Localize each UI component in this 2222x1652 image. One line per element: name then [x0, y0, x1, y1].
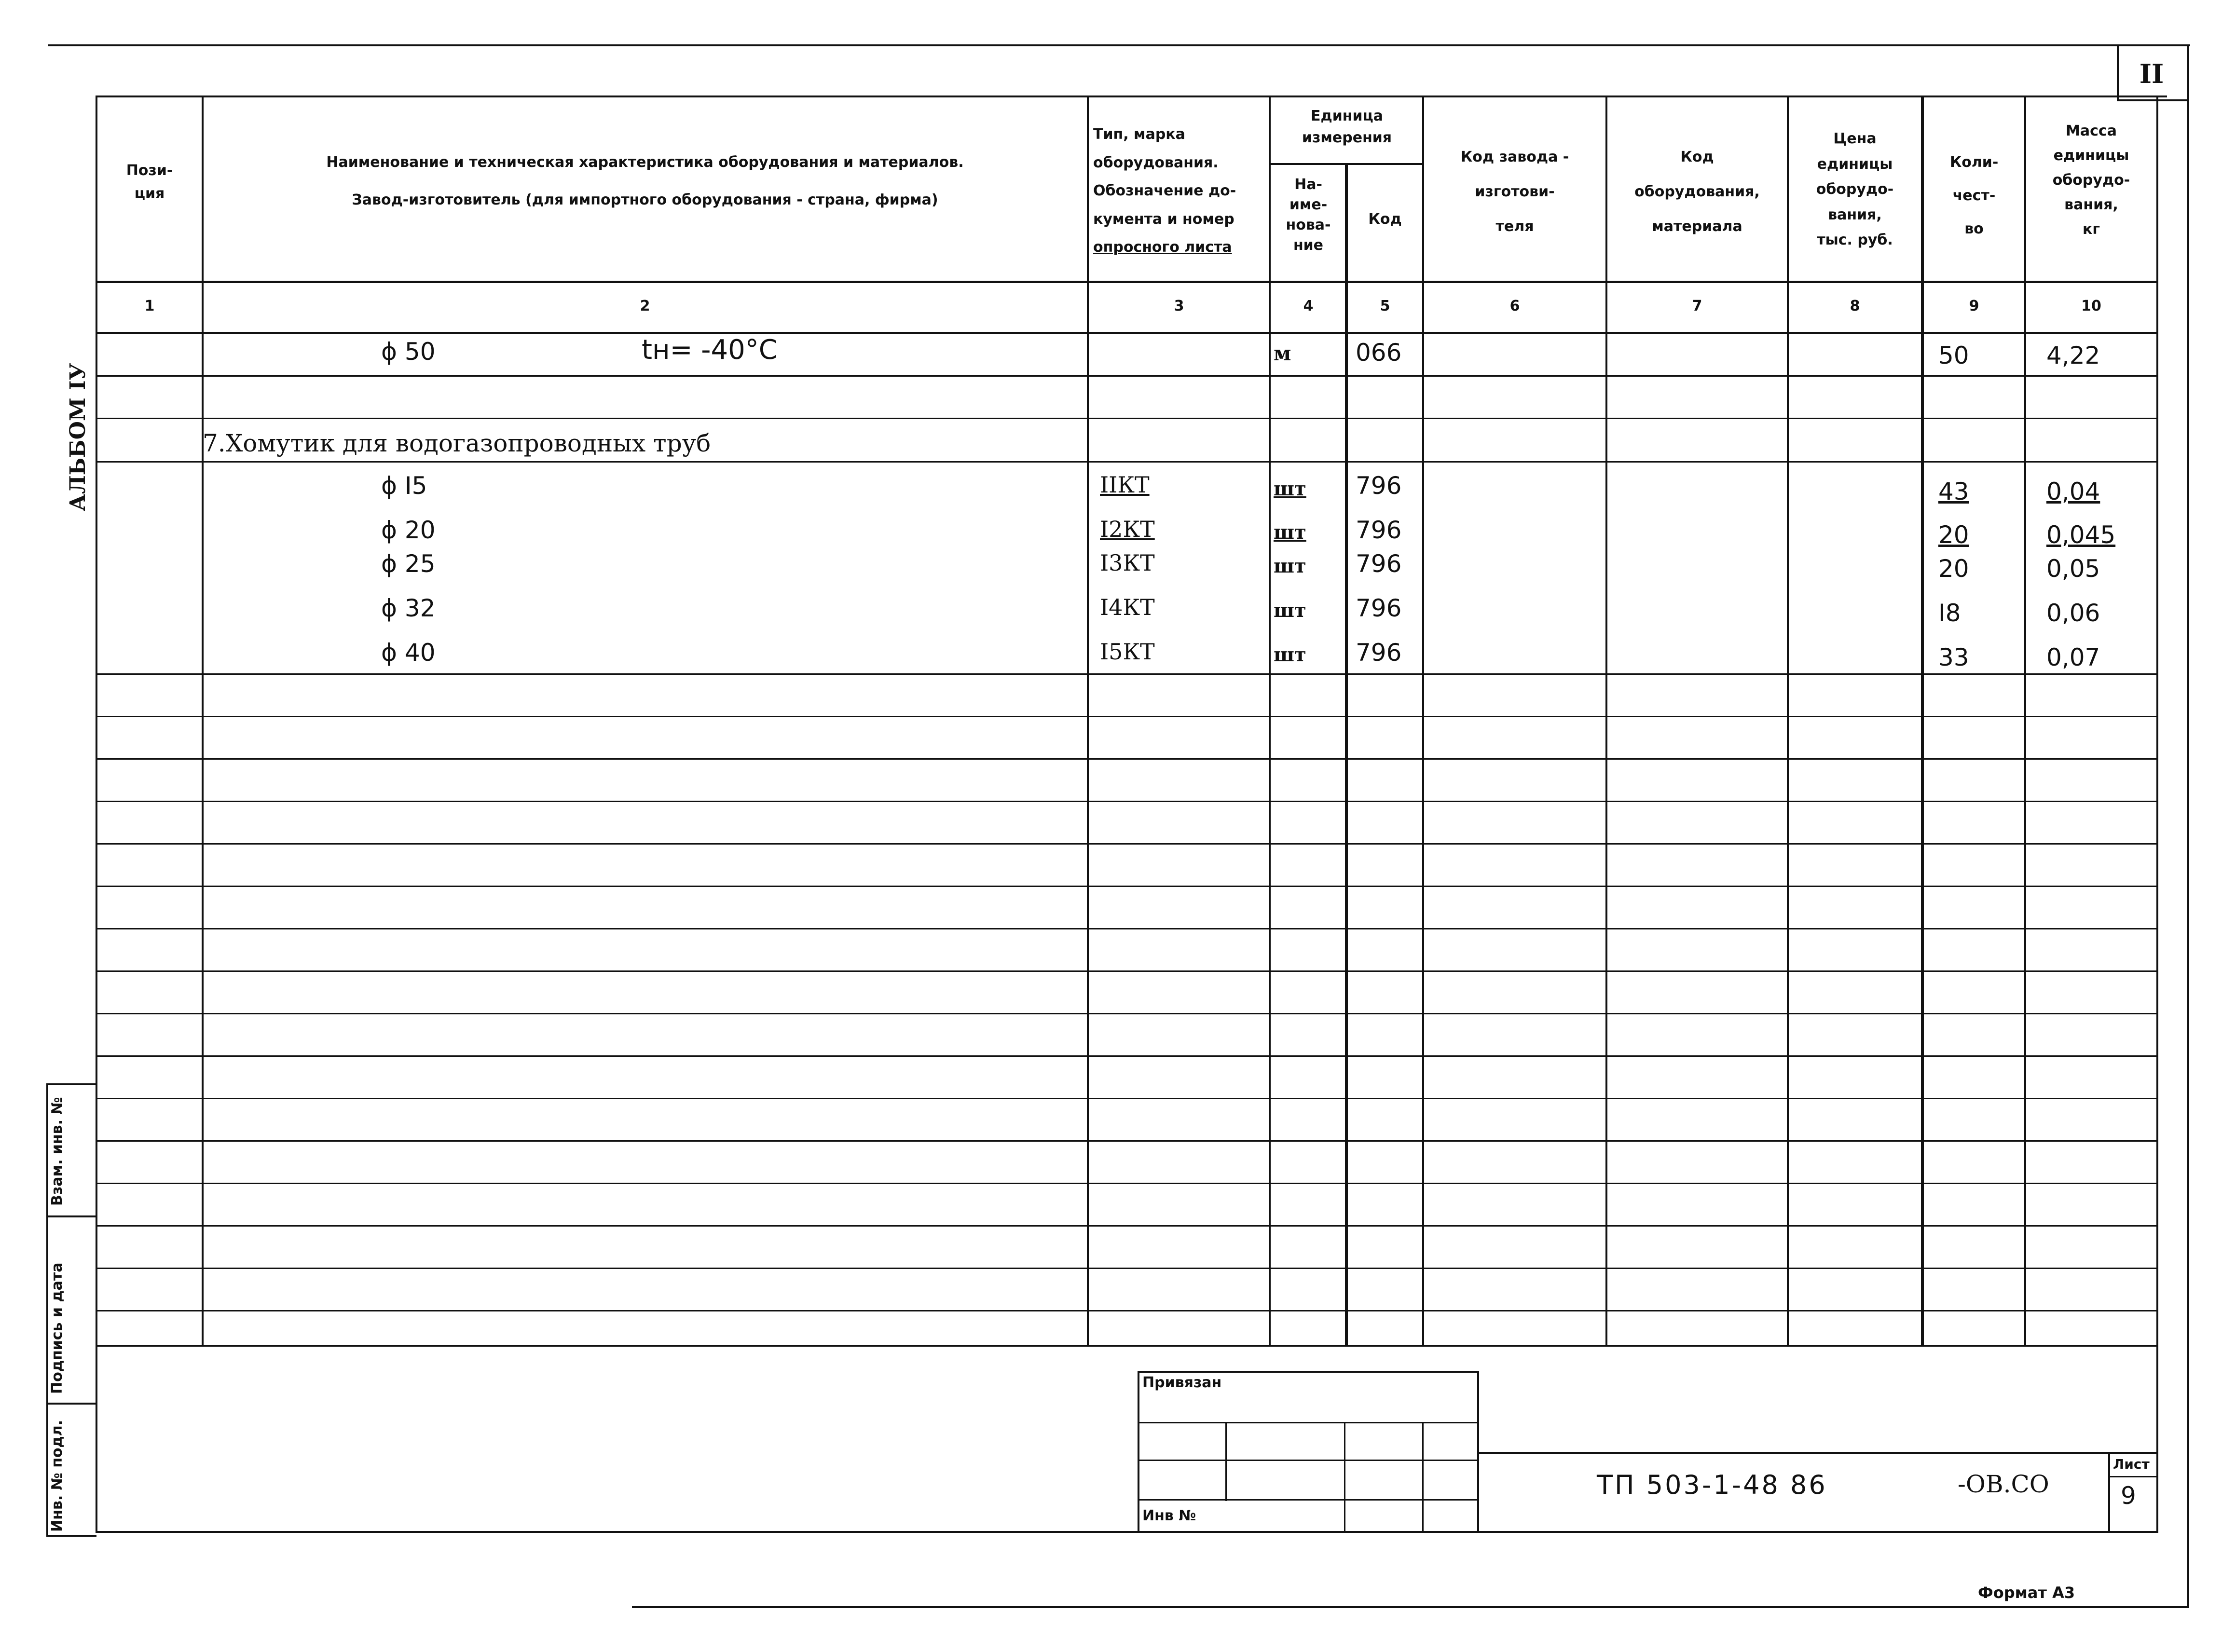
col-number-7: 7 — [1692, 298, 1702, 314]
unit-group-split — [1269, 163, 1423, 165]
side-stamp-outer-line — [46, 1083, 48, 1537]
header-col9-line: Коли- — [1949, 154, 1999, 171]
header-col8-line: тыс. руб. — [1817, 232, 1893, 248]
header-col10-line: кг — [2082, 221, 2100, 238]
col-line-9 — [2024, 96, 2026, 1346]
row-line — [96, 801, 2158, 802]
row-line — [96, 418, 2158, 419]
table-right-line — [2156, 96, 2158, 1533]
col-line-1 — [202, 96, 204, 1346]
header-col4-line: име- — [1289, 196, 1328, 213]
stamp-bottom-line — [96, 1531, 2158, 1533]
side-stamp-signature-date: Подпись и дата — [49, 1262, 66, 1394]
row-line — [96, 716, 2158, 717]
col-number-9: 9 — [1969, 298, 1979, 314]
row-line — [96, 843, 2158, 845]
row-3-type: I2КТ — [1100, 516, 1155, 542]
row-line — [96, 375, 2158, 377]
header-col10-line: оборудо- — [2052, 172, 2130, 189]
stamp-block-col-line — [1225, 1422, 1227, 1501]
row-line — [96, 1183, 2158, 1184]
row-0-qty: 50 — [1938, 341, 1969, 369]
header-col4 — [1271, 175, 1346, 256]
title-block-top — [1477, 1452, 2158, 1454]
col-number-4: 4 — [1303, 298, 1314, 314]
sheet-number: 9 — [2121, 1482, 2136, 1510]
side-stamp-inv-original: Инв. № подл. — [49, 1420, 66, 1532]
stamp-block-top — [1138, 1371, 1479, 1373]
side-stamp-replace-inv: Взам. инв. № — [49, 1097, 66, 1206]
col-number-2: 2 — [640, 298, 650, 314]
table-top-line — [96, 96, 2167, 97]
table-body-bottom-line — [96, 1345, 2158, 1347]
header-col3 — [1089, 121, 1274, 262]
row-line — [96, 1310, 2158, 1311]
document-suffix: -ОВ.СО — [1958, 1470, 2049, 1498]
header-col3-line: опросного листа — [1093, 239, 1232, 256]
header-col6-line: Код завода - — [1460, 149, 1569, 165]
header-col8-line: оборудо- — [1816, 181, 1894, 198]
row-5-name: ϕ 32 — [381, 594, 436, 622]
col-number-8: 8 — [1850, 298, 1860, 314]
row-2-name: ϕ I5 — [381, 472, 427, 500]
col-line-3 — [1269, 96, 1271, 1346]
col-line-8 — [1921, 96, 1924, 1346]
header-col6 — [1424, 140, 1605, 244]
row-6-code: 796 — [1356, 639, 1402, 667]
row-line — [96, 886, 2158, 887]
frame-bottom-line — [632, 1606, 2189, 1608]
header-col4-line: На- — [1294, 176, 1322, 193]
stamp-inv-no: Инв № — [1142, 1507, 1196, 1524]
row-line — [96, 928, 2158, 929]
stamp-block-left — [1138, 1371, 1139, 1533]
row-3-code: 796 — [1356, 516, 1402, 544]
header-col1-line: ция — [134, 185, 165, 202]
sheet-corner-number: II — [2139, 58, 2164, 89]
row-6-qty: 33 — [1938, 643, 1969, 671]
row-0-temperature: tн= -40°C — [642, 334, 778, 366]
sheet-box-left — [2108, 1452, 2110, 1533]
header-col7 — [1607, 140, 1787, 244]
row-6-name: ϕ 40 — [381, 639, 436, 667]
row-3-qty: 20 — [1938, 521, 1969, 549]
sheet-label: Лист — [2113, 1456, 2150, 1472]
stamp-block-row-line — [1138, 1422, 1479, 1423]
header-unit-group-line: измерения — [1302, 129, 1392, 146]
row-0-mass: 4,22 — [2046, 341, 2100, 369]
row-6-unit: шт — [1274, 643, 1306, 666]
col-line-6 — [1605, 96, 1607, 1346]
format-label: Формат А3 — [1978, 1584, 2075, 1602]
header-col10-line: Масса — [2066, 123, 2117, 139]
col-number-1: 1 — [144, 298, 155, 314]
row-line — [96, 970, 2158, 972]
stamp-block-col-line — [1422, 1422, 1424, 1533]
header-col6-line: изготови- — [1475, 183, 1555, 200]
header-col4-line: нова- — [1286, 217, 1331, 233]
header-col10-line: единицы — [2053, 147, 2129, 164]
row-line — [96, 1225, 2158, 1227]
header-col3-line: Обозначение до- — [1093, 182, 1236, 199]
side-stamp-bottom-line — [46, 1535, 96, 1537]
header-col4-line: ние — [1293, 237, 1324, 254]
row-4-unit: шт — [1274, 555, 1306, 577]
row-5-qty: I8 — [1938, 599, 1961, 627]
column-numbers-bottom-line — [96, 332, 2158, 334]
header-col9-line: во — [1964, 220, 1984, 237]
row-line — [96, 1268, 2158, 1269]
row-2-code: 796 — [1356, 472, 1402, 500]
header-col2 — [204, 144, 1086, 219]
col-line-4 — [1345, 163, 1348, 1346]
header-col7-line: Код — [1680, 149, 1714, 165]
row-4-code: 796 — [1356, 550, 1402, 578]
row-line — [96, 1098, 2158, 1099]
stamp-block-col-line — [1344, 1422, 1345, 1533]
row-5-type: I4КТ — [1100, 594, 1155, 620]
col-number-3: 3 — [1174, 298, 1184, 314]
header-col8-line: вания, — [1828, 206, 1882, 223]
col-line-7 — [1787, 96, 1789, 1346]
row-0-code: 066 — [1356, 339, 1402, 367]
row-line — [96, 461, 2158, 463]
row-3-name: ϕ 20 — [381, 516, 436, 544]
row-4-mass: 0,05 — [2046, 555, 2100, 583]
row-6-type: I5КТ — [1100, 639, 1155, 665]
stamp-block-row-line — [1138, 1460, 1479, 1461]
row-line — [96, 1013, 2158, 1014]
header-unit-group — [1271, 105, 1423, 149]
frame-right-line — [2187, 44, 2189, 1607]
sheet-box-split — [2108, 1476, 2158, 1477]
row-2-type: IIКТ — [1100, 472, 1150, 498]
row-5-unit: шт — [1274, 599, 1306, 622]
row-3-unit: шт — [1274, 521, 1306, 544]
side-stamp-split-2 — [46, 1403, 96, 1405]
side-stamp-split-1 — [46, 1215, 96, 1217]
col-line-5 — [1422, 96, 1424, 1346]
header-col10 — [2026, 119, 2156, 242]
header-col3-line: оборудования. — [1093, 154, 1219, 171]
album-label: АЛЬБОМ IУ — [66, 363, 90, 511]
col-line-2 — [1087, 96, 1089, 1346]
header-col1 — [96, 159, 203, 205]
row-4-name: ϕ 25 — [381, 550, 436, 578]
row-3-mass: 0,045 — [2046, 521, 2116, 549]
row-2-qty: 43 — [1938, 478, 1969, 505]
row-line — [96, 1055, 2158, 1057]
header-col7-line: оборудования, — [1634, 183, 1760, 200]
header-col2-line: Завод-изготовитель (для импортного оборудования - страна, фирма) — [352, 191, 938, 208]
row-5-code: 796 — [1356, 594, 1402, 622]
row-0-name: ϕ 50 — [381, 338, 436, 366]
header-col1-line: Пози- — [126, 162, 173, 179]
row-6-mass: 0,07 — [2046, 643, 2100, 671]
frame-top-line — [48, 44, 2190, 46]
col-number-10: 10 — [2081, 298, 2101, 314]
row-0-unit: м — [1274, 341, 1291, 365]
header-col9-line: чест- — [1952, 187, 1996, 204]
stamp-block-row-line — [1138, 1499, 1479, 1501]
header-col8-line: единицы — [1817, 155, 1893, 173]
row-4-type: I3КТ — [1100, 550, 1155, 576]
header-col3-line: кумента и номер — [1093, 210, 1234, 228]
header-col6-line: теля — [1495, 218, 1534, 235]
row-2-unit: шт — [1274, 478, 1306, 500]
header-col8-line: Цена — [1833, 130, 1877, 147]
col-number-5: 5 — [1380, 298, 1390, 314]
header-col2-line: Наименование и техническая характеристика оборудования и материалов. — [326, 154, 964, 171]
header-col3-line: Тип, марка — [1093, 126, 1185, 143]
col-number-6: 6 — [1509, 298, 1520, 314]
row-5-mass: 0,06 — [2046, 599, 2100, 627]
header-col10-line: вания, — [2064, 196, 2118, 213]
side-stamp-top-line — [46, 1083, 96, 1085]
header-col7-line: материала — [1652, 218, 1742, 235]
header-col5: Код — [1368, 211, 1402, 228]
row-line — [96, 758, 2158, 760]
row-line — [96, 1140, 2158, 1142]
stamp-privyazan: Привязан — [1142, 1374, 1222, 1391]
corner-box-bottom — [2117, 99, 2189, 101]
row-line — [96, 673, 2158, 675]
header-col9 — [1924, 146, 2024, 246]
row-1-section-title: 7.Хомутик для водогазопроводных труб — [203, 429, 711, 457]
header-unit-group-line: Единица — [1311, 108, 1383, 124]
document-code: ТП 503-1-48 86 — [1597, 1470, 1827, 1500]
row-2-mass: 0,04 — [2046, 478, 2100, 505]
row-4-qty: 20 — [1938, 555, 1969, 583]
header-col8 — [1789, 126, 1921, 253]
corner-box-left — [2117, 44, 2119, 101]
header-bottom-line — [96, 281, 2158, 283]
